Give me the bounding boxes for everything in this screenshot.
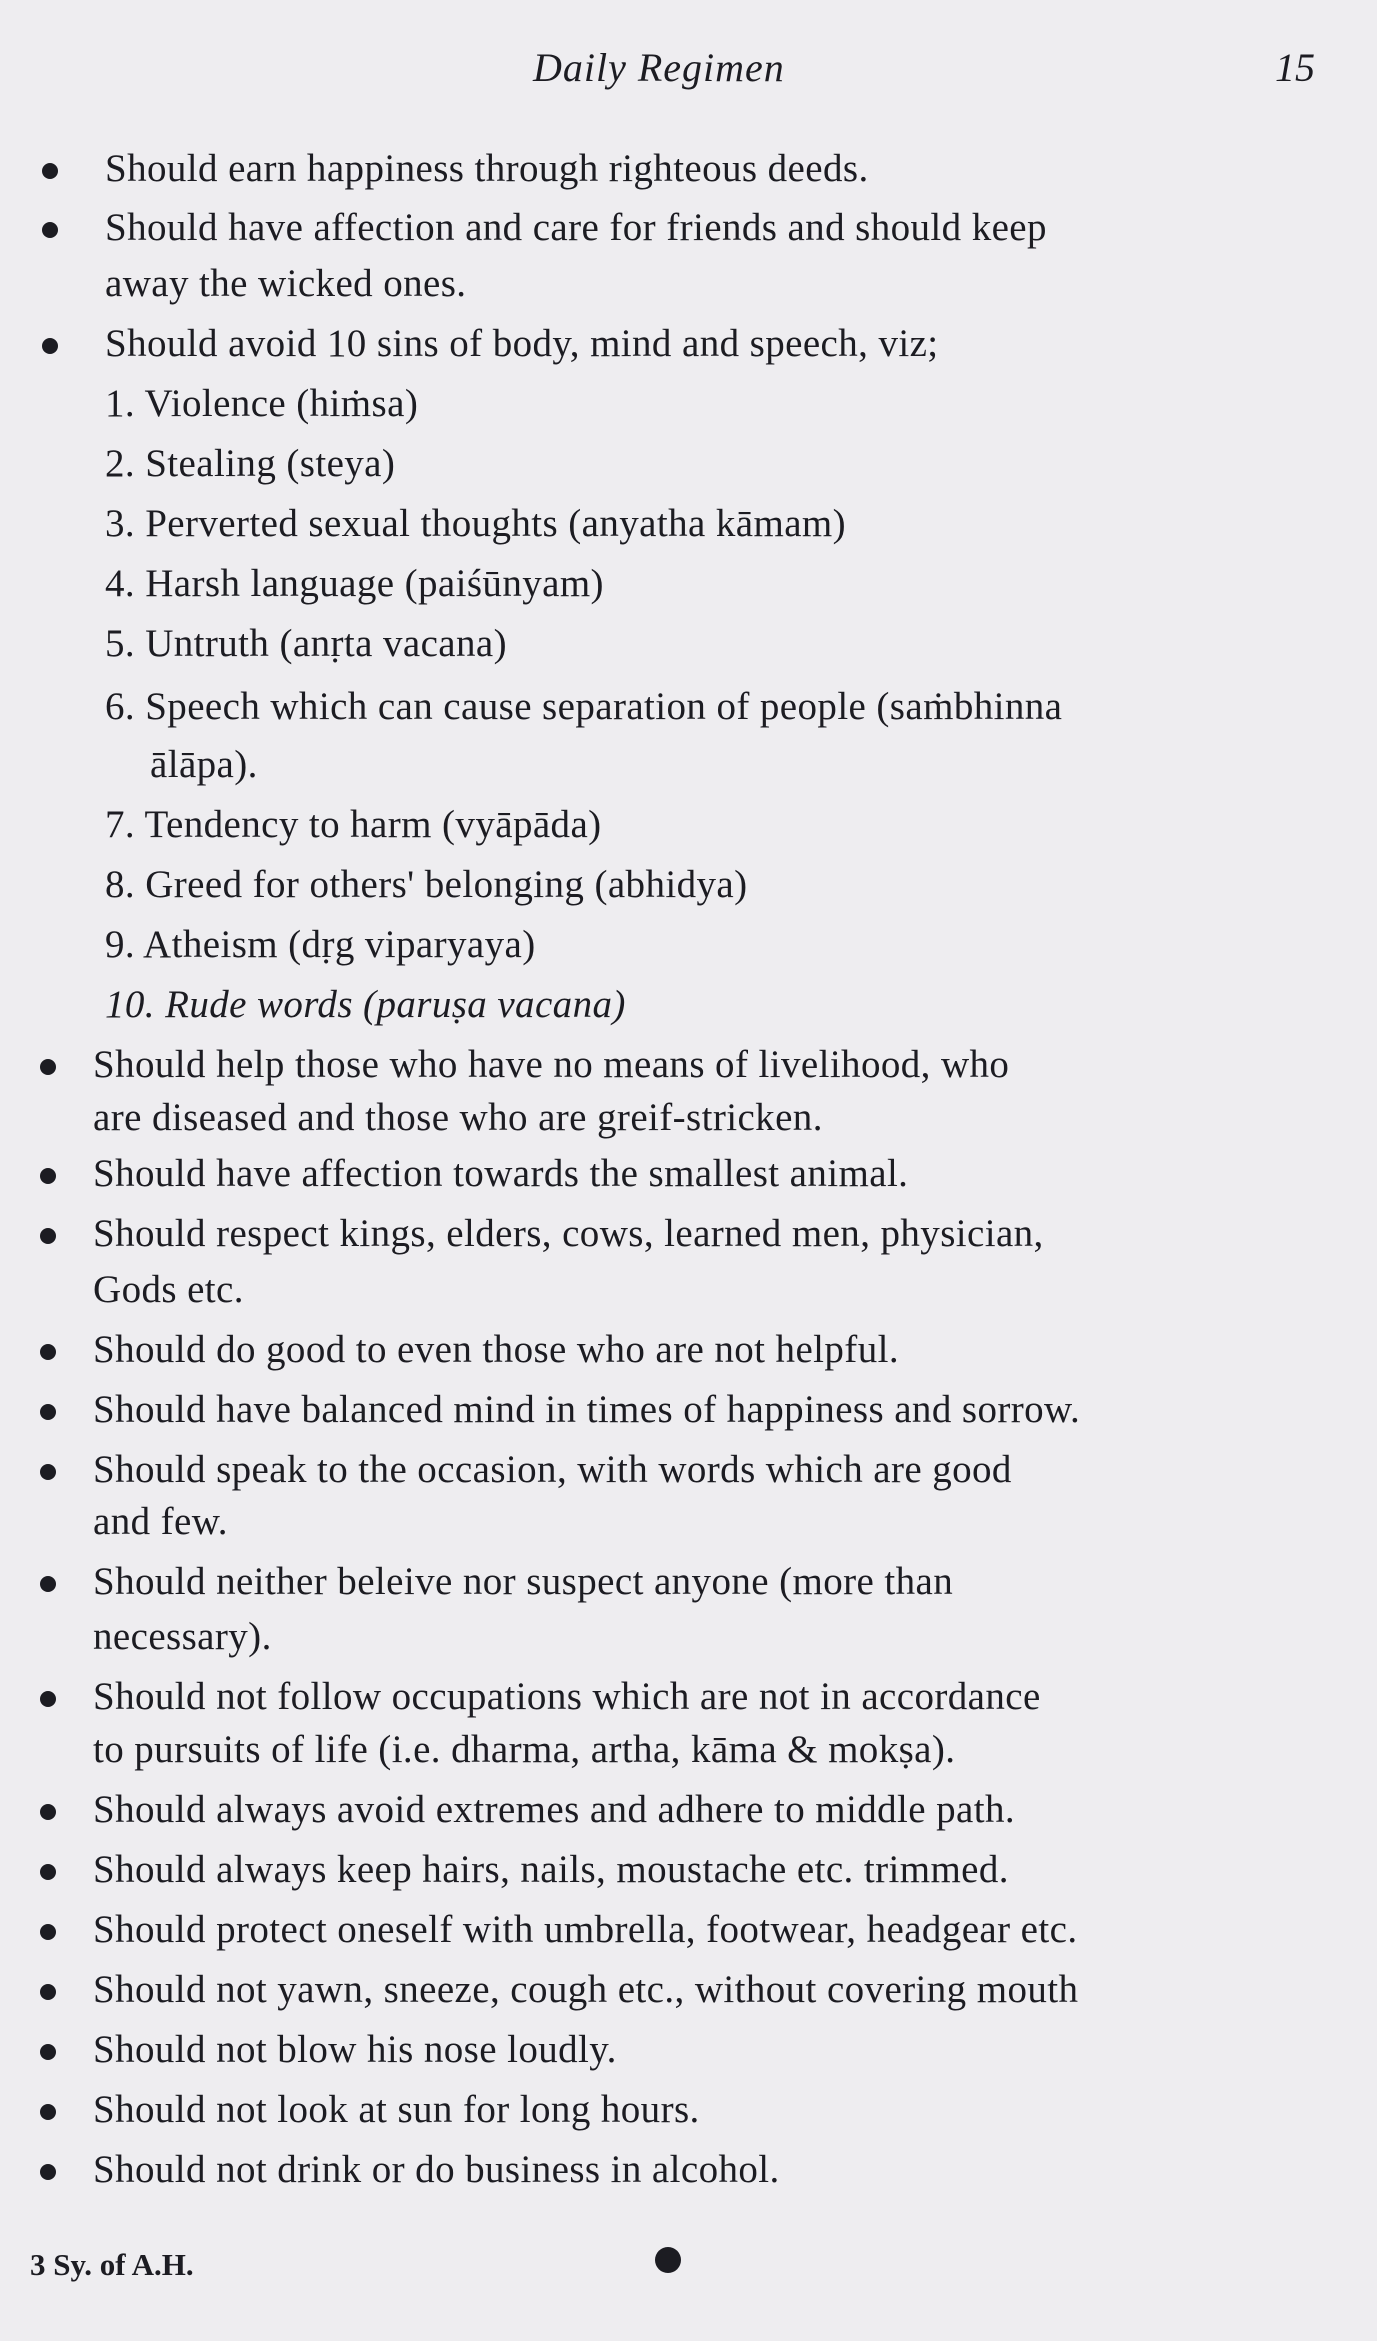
- sin-list-line: ālāpa).: [150, 743, 258, 786]
- sin-list-line: 4. Harsh language (paiśūnyam): [105, 562, 604, 605]
- sin-list-line: 7. Tendency to harm (vyāpāda): [105, 803, 602, 846]
- sin-list-line: 6. Speech which can cause separation of people (saṁbhinna: [105, 685, 1063, 728]
- sin-list-line: 5. Untruth (anṛta vacana): [105, 622, 507, 665]
- bullet-dot-icon: [40, 1576, 56, 1592]
- signature-mark: 3 Sy. of A.H.: [30, 2247, 194, 2282]
- bullet-dot-icon: [40, 1168, 56, 1184]
- sin-list-line: 9. Atheism (dṛg viparyaya): [105, 923, 536, 966]
- sin-list-line: 10. Rude words (paruṣa vacana): [105, 983, 626, 1026]
- regimen-line: Gods etc.: [93, 1268, 244, 1311]
- regimen-line: Should always keep hairs, nails, moustache etc. trimmed.: [93, 1848, 1009, 1891]
- bullet-dot-icon: [40, 1864, 56, 1880]
- page-header: [0, 44, 1377, 94]
- regimen-line: Should earn happiness through righteous deeds.: [105, 147, 869, 190]
- bullet-dot-icon: [40, 2104, 56, 2120]
- bullet-dot-icon: [42, 338, 58, 354]
- regimen-line: Should speak to the occasion, with words which are good: [93, 1448, 1012, 1491]
- regimen-line: away the wicked ones.: [105, 262, 467, 305]
- regimen-line: Should not yawn, sneeze, cough etc., without covering mouth: [93, 1968, 1079, 2011]
- bullet-dot-icon: [40, 1984, 56, 2000]
- regimen-line: are diseased and those who are greif-stricken.: [93, 1096, 823, 1139]
- sin-list-line: 3. Perverted sexual thoughts (anyatha kāmam): [105, 502, 847, 545]
- bullet-dot-icon: [40, 1464, 56, 1480]
- regimen-line: Should protect oneself with umbrella, footwear, headgear etc.: [93, 1908, 1078, 1951]
- sin-list-line: 8. Greed for others' belonging (abhidya): [105, 863, 748, 906]
- bullet-dot-icon: [40, 1924, 56, 1940]
- bullet-dot-icon: [40, 1059, 56, 1075]
- regimen-line: Should do good to even those who are not helpful.: [93, 1328, 899, 1371]
- bullet-dot-icon: [42, 222, 58, 238]
- page-number: 15: [1275, 45, 1315, 90]
- sin-list-line: 2. Stealing (steya): [105, 442, 396, 485]
- bullet-dot-icon: [40, 2044, 56, 2060]
- regimen-line: Should always avoid extremes and adhere to middle path.: [93, 1788, 1016, 1831]
- bullet-dot-icon: [40, 1804, 56, 1820]
- bullet-dot-icon: [42, 163, 58, 179]
- regimen-line: Should have balanced mind in times of happiness and sorrow.: [93, 1388, 1081, 1431]
- regimen-line: Should respect kings, elders, cows, learned men, physician,: [93, 1212, 1044, 1255]
- bullet-dot-icon: [40, 1691, 56, 1707]
- bullet-dot-icon: [40, 1228, 56, 1244]
- regimen-line: Should have affection and care for friends and should keep: [105, 206, 1047, 249]
- bullet-dot-icon: [40, 1404, 56, 1420]
- regimen-line: and few.: [93, 1500, 228, 1543]
- sin-list-line: 1. Violence (hiṁsa): [105, 382, 419, 425]
- regimen-line: Should neither beleive nor suspect anyone (more than: [93, 1560, 954, 1603]
- regimen-line: Should not blow his nose loudly.: [93, 2028, 617, 2071]
- regimen-line: Should not drink or do business in alcohol.: [93, 2148, 780, 2191]
- printer-dot-mark: [655, 2247, 681, 2273]
- regimen-line: Should have affection towards the smallest animal.: [93, 1152, 909, 1195]
- bullet-dot-icon: [40, 2164, 56, 2180]
- running-title: Daily Regimen: [533, 45, 785, 90]
- regimen-line: Should help those who have no means of livelihood, who: [93, 1043, 1010, 1086]
- regimen-line: Should not look at sun for long hours.: [93, 2088, 700, 2131]
- bullet-dot-icon: [40, 1344, 56, 1360]
- regimen-line: Should not follow occupations which are not in accordance: [93, 1675, 1041, 1718]
- regimen-line: Should avoid 10 sins of body, mind and speech, viz;: [105, 322, 939, 365]
- regimen-line: to pursuits of life (i.e. dharma, artha, kāma & mokṣa).: [93, 1728, 956, 1771]
- regimen-line: necessary).: [93, 1615, 272, 1658]
